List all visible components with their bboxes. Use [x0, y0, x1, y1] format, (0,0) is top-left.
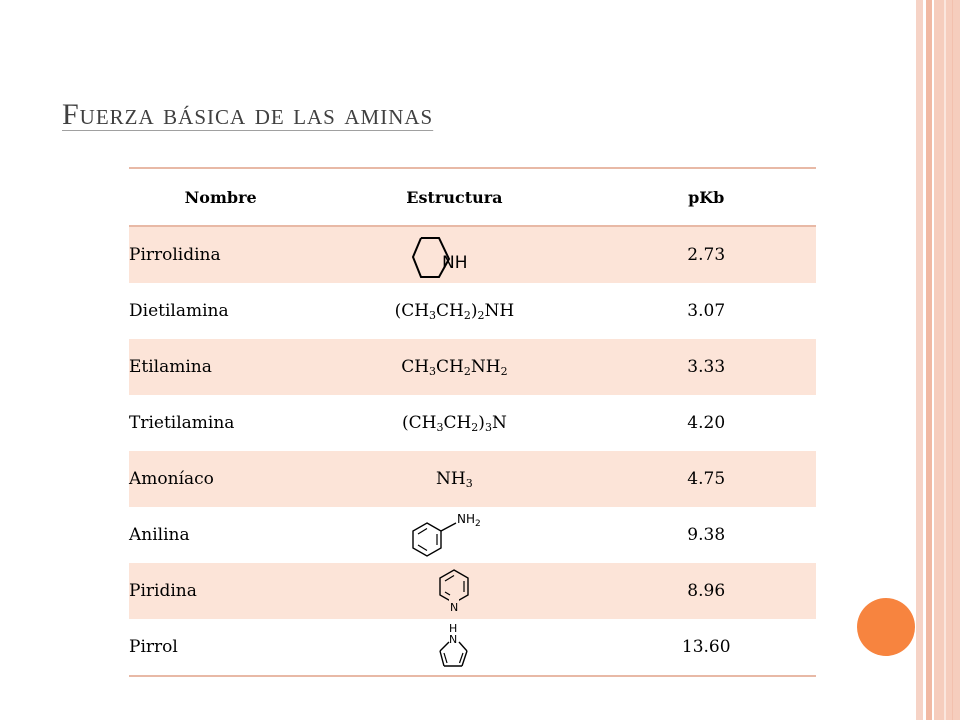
pyrrolidine-structure-icon — [409, 231, 499, 279]
cell-pkb: 13.60 — [681, 637, 731, 657]
formula-subscript: 2 — [463, 309, 471, 322]
cell-name: Amoníaco — [129, 469, 214, 489]
formula — [402, 413, 507, 433]
cell-name: Anilina — [129, 525, 190, 545]
structure-label-h: H — [449, 622, 458, 635]
formula-part: CH — [436, 301, 464, 321]
decor-stripe — [934, 0, 960, 720]
cell-structure — [312, 619, 596, 676]
structure-label: N — [450, 601, 459, 614]
cell-pkb: 4.20 — [687, 413, 726, 433]
cell-pkb: 8.96 — [687, 581, 726, 601]
formula-subscript: 2 — [463, 365, 471, 378]
table-row — [129, 507, 816, 563]
table-row — [129, 283, 816, 339]
formula-subscript: 2 — [471, 421, 479, 434]
formula-part: N — [491, 413, 507, 433]
formula-part: CH — [401, 357, 430, 377]
table-row — [129, 451, 816, 507]
formula-subscript: 3 — [429, 309, 437, 322]
formula-subscript: 3 — [465, 477, 473, 490]
formula-part: NH — [470, 357, 501, 377]
table-row — [129, 563, 816, 619]
structure-label: NH — [457, 512, 476, 526]
formula-part: (CH — [401, 413, 437, 433]
amines-table — [129, 167, 816, 677]
formula-subscript: 3 — [484, 421, 492, 434]
structure-label-sub: 2 — [475, 519, 482, 529]
pyrrole-structure-icon — [424, 620, 484, 674]
formula-subscript: 3 — [429, 365, 437, 378]
structure-label: NH — [442, 253, 468, 273]
header-pkb: pKb — [688, 187, 725, 207]
table-row — [129, 339, 816, 395]
aniline-structure-icon — [409, 511, 499, 559]
formula — [436, 469, 473, 489]
cell-pkb: 3.33 — [687, 357, 726, 377]
formula-part: NH — [484, 301, 515, 321]
structure-label: N — [449, 633, 458, 646]
formula-part: CH — [443, 413, 472, 433]
formula-part: ) — [470, 301, 478, 321]
formula-part: ) — [478, 413, 485, 433]
cell-structure — [312, 283, 596, 339]
formula-part: (CH — [394, 301, 430, 321]
formula — [395, 301, 515, 321]
svg-text:NH2 — [457, 512, 481, 529]
cell-pkb: 9.38 — [687, 525, 726, 545]
cell-pkb: 2.73 — [687, 245, 726, 265]
table-row — [129, 395, 816, 451]
decor-stripe — [944, 0, 946, 720]
cell-structure — [312, 563, 596, 619]
decor-stripe — [952, 0, 953, 720]
cell-structure — [312, 507, 596, 563]
header-structure: Estructura — [406, 187, 503, 207]
decor-circle — [857, 598, 915, 656]
formula-part: CH — [436, 357, 464, 377]
formula-part: NH — [436, 469, 466, 489]
cell-name: Pirrol — [129, 637, 178, 657]
page-title: Fuerza básica de las aminas — [62, 98, 434, 131]
cell-name: Trietilamina — [129, 413, 235, 433]
formula-subscript: 3 — [436, 421, 444, 434]
decor-stripe — [916, 0, 923, 720]
cell-name: Pirrolidina — [129, 245, 221, 265]
cell-name: Dietilamina — [129, 301, 229, 321]
table-row — [129, 619, 816, 676]
cell-structure — [312, 451, 596, 507]
cell-pkb: 4.75 — [687, 469, 726, 489]
cell-structure — [312, 339, 596, 395]
pyridine-structure-icon — [424, 566, 484, 616]
cell-structure — [312, 395, 596, 451]
formula-subscript: 2 — [500, 365, 508, 378]
table-row — [129, 226, 816, 283]
header-name: Nombre — [184, 187, 257, 207]
formula — [401, 357, 507, 377]
cell-name: Piridina — [129, 581, 197, 601]
table-header-row — [129, 168, 816, 226]
formula-subscript: 2 — [477, 309, 485, 322]
cell-name: Etilamina — [129, 357, 212, 377]
cell-pkb: 3.07 — [687, 301, 726, 321]
cell-structure — [312, 226, 596, 283]
